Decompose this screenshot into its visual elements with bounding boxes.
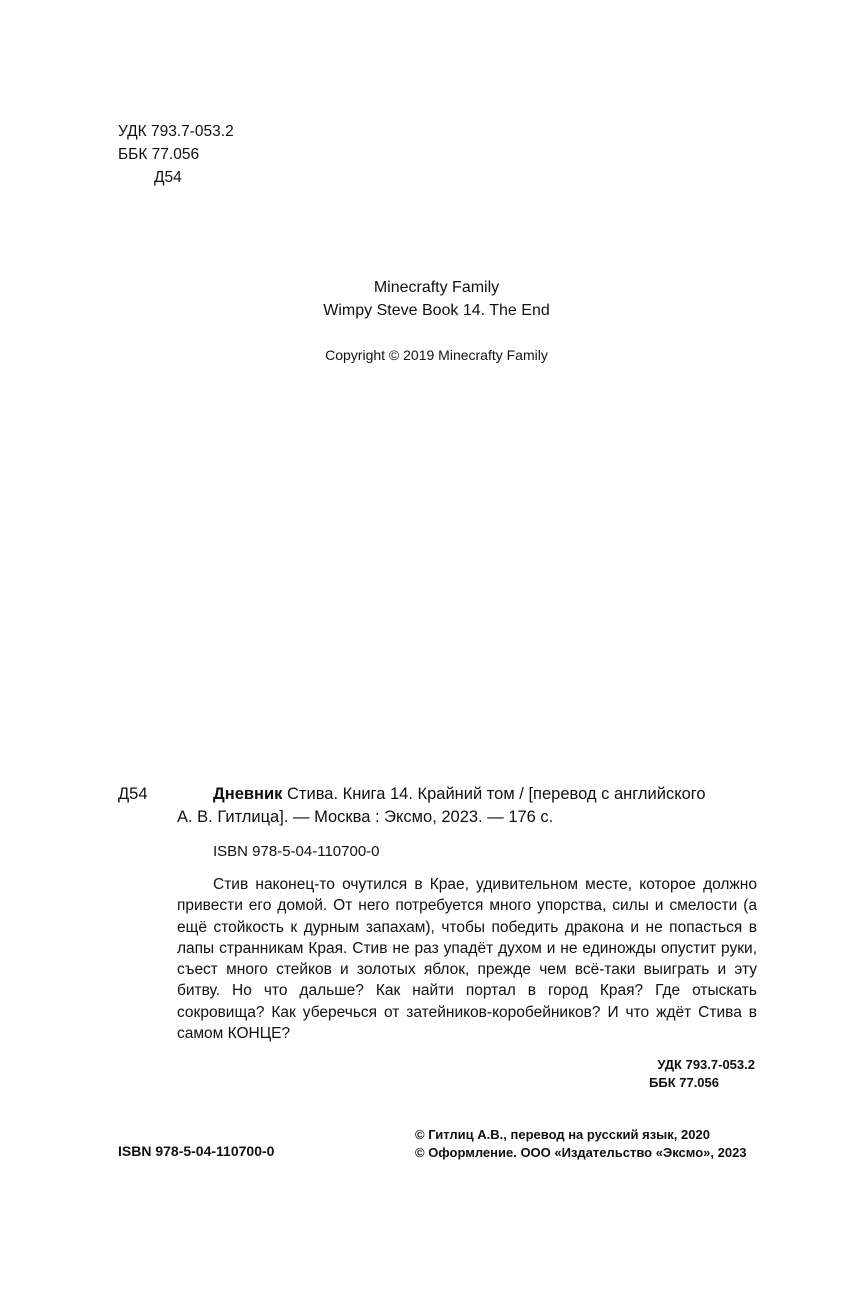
isbn-imprint: ISBN 978-5-04-110700-0 — [118, 1143, 275, 1159]
bbk-code-bottom: ББК 77.056 — [649, 1075, 719, 1090]
translation-copyright: © Гитлиц А.В., перевод на русский язык, 2020 — [415, 1127, 710, 1142]
original-copyright: Copyright © 2019 Minecrafty Family — [325, 347, 548, 363]
bib-title-rest: Стива. Книга 14. Крайний том / [перевод с английского — [282, 785, 706, 803]
udk-code-bottom: УДК 793.7-053.2 — [657, 1057, 755, 1072]
bbk-code-top: ББК 77.056 — [118, 146, 200, 163]
design-copyright: © Оформление. ООО «Издательство «Эксмо», 2023 — [415, 1145, 747, 1160]
original-author: Minecrafty Family — [373, 279, 500, 296]
bib-entry-line2: А. В. Гитлица]. — Москва : Эксмо, 2023. — 176 с. — [177, 808, 554, 826]
bib-entry-line1 — [213, 783, 706, 805]
udk-code-top: УДК 793.7-053.2 — [118, 123, 234, 140]
bib-headword: Дневник — [213, 785, 283, 803]
annotation-text: Стив наконец-то очутился в Крае, удивительном месте, которое должно привести его домой. От него потребуется много упорства, силы и смелости (а ещё стойкость к дурным запахам), чтобы победить дракона и не попасться в лапы странникам Края. Стив не раз упадёт духом и не единожды опустит руки, съест много стейков и золотых яблок, прежде чем всё-таки выиграть и эту битву. Но что дальше? Как найти портал в город Края? Где отыскать сокровища? Как уберечься от затейников-коробейников? И что ждёт Стива в самом КОНЦЕ? — [177, 876, 757, 1043]
author-mark-top: Д54 — [154, 169, 182, 186]
author-mark-entry: Д54 — [118, 785, 148, 803]
original-title: Wimpy Steve Book 14. The End — [323, 302, 550, 319]
isbn-entry: ISBN 978-5-04-110700-0 — [213, 843, 380, 860]
